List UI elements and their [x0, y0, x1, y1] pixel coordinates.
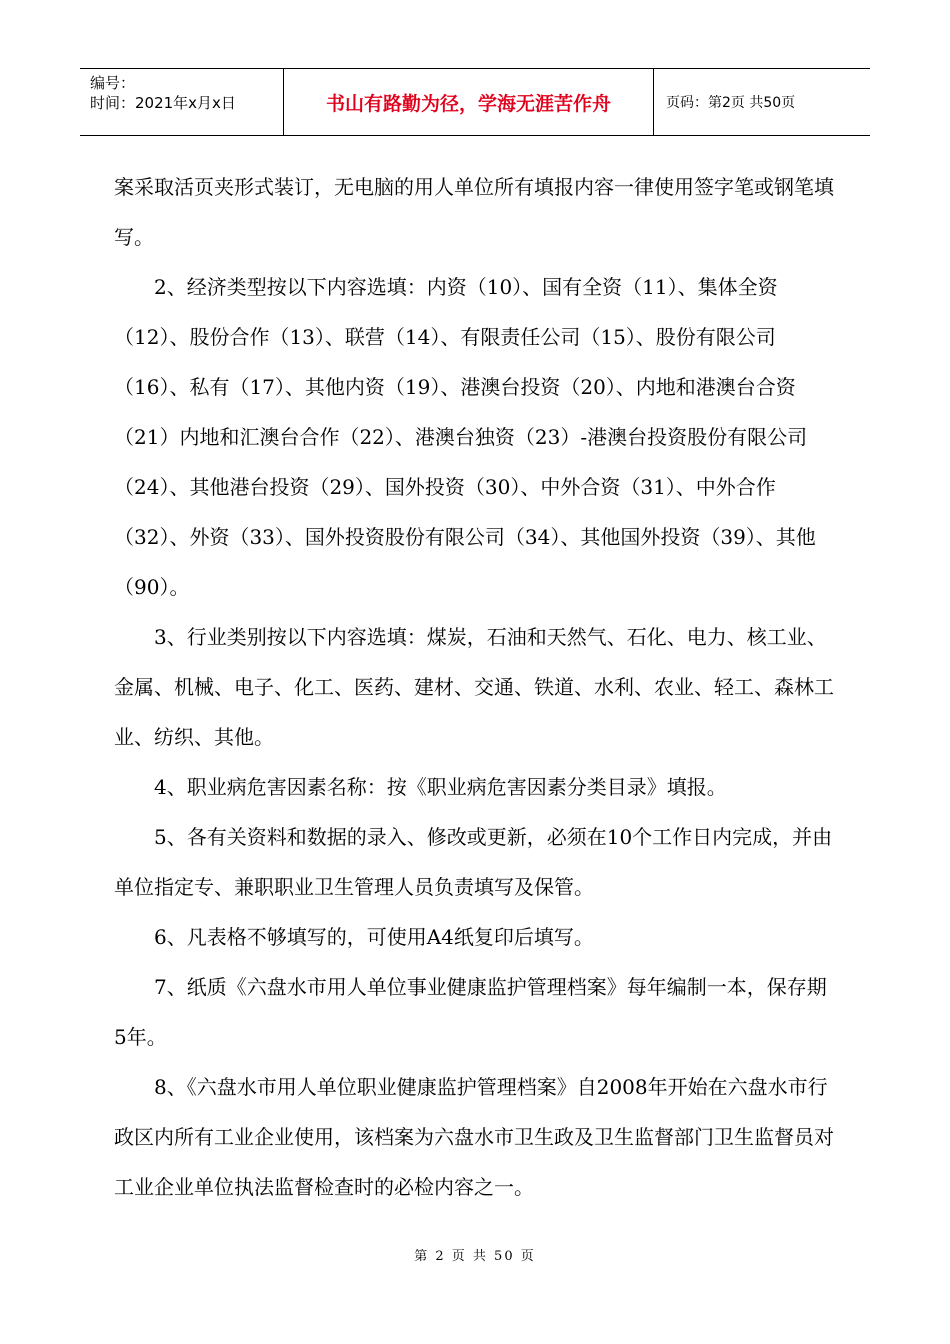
page-footer: 第 2 页 共 50 页 [414, 1249, 536, 1264]
header-table [80, 68, 870, 136]
paragraph-economic-types: 2、经济类型按以下内容选填：内资（10）、国有全资（11）、集体全资（12）、股份合作（13）、联营（14）、有限责任公司（15）、股份有限公司（16）、私有（17）、其他内资（19）、港澳台投资（20）、内地和港澳台合资（21）内地和汇澳台合作（22）、港澳台独资（23）-港澳台投资股份有限公司（24）、其他港台投资（29）、国外投资（30）、中外合资（31）、中外合作（32）、外资（33）、国外投资股份有限公司（34）、其他国外投资（39）、其他（90）。 [114, 275, 816, 599]
paragraph-industry-categories: 3、行业类别按以下内容选填：煤炭，石油和天然气、石化、电力、核工业、金属、机械、电子、化工、医药、建材、交通、铁道、水利、农业、轻工、森林工业、纺织、其他。 [114, 625, 834, 749]
header-page-info: 页码：第2页 共50页 [666, 95, 796, 111]
document-date: 时间：2021年x月x日 [90, 94, 236, 112]
paragraph-data-update: 5、各有关资料和数据的录入、修改或更新，必须在10个工作日内完成，并由单位指定专、兼职职业卫生管理人员负责填写及保管。 [114, 825, 833, 899]
header-motto: 书山有路勤为径，学海无涯苦作舟 [283, 69, 654, 135]
paragraph-paper-archive: 7、纸质《六盘水市用人单位事业健康监护管理档案》每年编制一本，保存期5年。 [114, 975, 827, 1049]
document-body [114, 162, 838, 1212]
document-number-label: 编号： [90, 74, 136, 92]
header-meta [80, 69, 283, 135]
paragraph-continuation: 案采取活页夹形式装订，无电脑的用人单位所有填报内容一律使用签字笔或钢笔填写。 [114, 175, 834, 249]
paragraph-hazard-factors: 4、职业病危害因素名称：按《职业病危害因素分类目录》填报。 [154, 775, 727, 799]
paragraph-table-copy: 6、凡表格不够填写的，可使用A4纸复印后填写。 [154, 925, 594, 949]
paragraph-archive-usage: 8、《六盘水市用人单位职业健康监护管理档案》自2008年开始在六盘水市行政区内所有工业企业使用，该档案为六盘水市卫生政及卫生监督部门卫生监督员对工业企业单位执法监督检查时的必检内容之一。 [114, 1075, 834, 1199]
